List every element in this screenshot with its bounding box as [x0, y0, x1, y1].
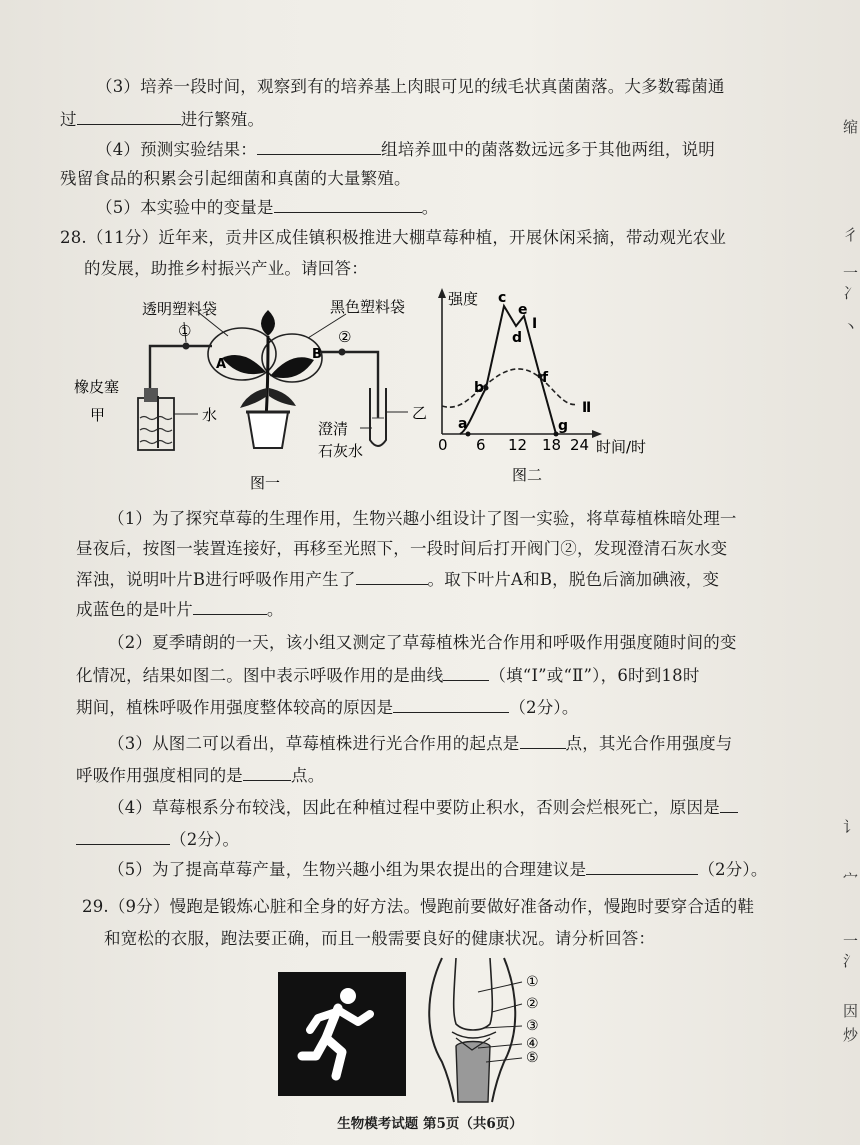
label-f: f [542, 370, 549, 386]
label-b: b [474, 380, 485, 396]
joint-label-2: ② [526, 996, 539, 1012]
q27-part4-line1: （4）预测实验结果： 组培养皿中的菌落数远远多于其他两组，说明 [96, 140, 715, 159]
label-leaf-a: A [216, 357, 227, 372]
lower-leaf-right [269, 388, 296, 406]
edge-char: 宀 [842, 870, 858, 888]
answer-blank[interactable] [443, 664, 489, 681]
label-yi: 乙 [412, 404, 428, 422]
tick-24: 24 [570, 436, 590, 454]
answer-blank[interactable] [257, 138, 381, 155]
tick-18: 18 [542, 436, 562, 454]
answer-blank[interactable] [520, 732, 566, 749]
q29-intro-line2: 和宽松的衣服，跑法要正确，而且一般需要良好的健康状况。请分析回答： [104, 929, 656, 948]
valve-1-icon [183, 343, 190, 350]
water [140, 417, 172, 444]
joint-label-5: ⑤ [526, 1050, 539, 1066]
q28-s4-line1: （4）草莓根系分布较浅，因此在种植过程中要防止积水，否则会烂根死亡，原因是 [108, 796, 738, 819]
q28-s4-line2: （2分）。 [76, 828, 239, 851]
answer-blank[interactable] [193, 598, 267, 615]
x-axis-label: 时间/时 [596, 438, 647, 456]
point-b [484, 386, 489, 391]
left-tube [150, 346, 212, 393]
edge-char: 冫 [842, 284, 858, 302]
leader-line [492, 1004, 522, 1012]
q27-part5: （5）本实验中的变量是 。 [96, 198, 439, 217]
label-a: a [458, 416, 468, 432]
q28-s2-line3: 期间，植株呼吸作用强度整体较高的原因是 （2分）。 [76, 698, 579, 717]
figure-1-apparatus [70, 288, 430, 498]
running-person-icon [278, 972, 406, 1096]
knee-joint-diagram [412, 952, 562, 1104]
x-axis-arrow [592, 430, 602, 438]
tick-6: 6 [476, 436, 486, 454]
top-leaf [261, 310, 275, 336]
answer-blank[interactable] [356, 568, 428, 585]
label-leaf-b: B [312, 347, 322, 362]
figure-1-caption: 图一 [250, 474, 281, 492]
label-curve-2: Ⅱ [582, 400, 592, 416]
label-limewater-2: 石灰水 [318, 442, 364, 460]
q28-s3-line2: 呼吸作用强度相同的是 点。 [76, 766, 325, 785]
q28-s3-line1: （3）从图二可以看出，草莓植株进行光合作用的起点是 点，其光合作用强度与 [108, 734, 733, 753]
label-water: 水 [202, 406, 218, 424]
q27-part3-line1: （3）培养一段时间，观察到有的培养基上肉眼可见的绒毛状真菌菌落。大多数霉菌通 [96, 77, 725, 96]
figure-2-graph [432, 284, 672, 494]
answer-blank[interactable] [274, 196, 422, 213]
tick-12: 12 [508, 436, 528, 454]
q28-s2-line2: 化情况，结果如图二。图中表示呼吸作用的是曲线 （填“I”或“Ⅱ”），6时到18时 [76, 666, 700, 685]
label-valve-1: ① [178, 322, 192, 340]
curve-2 [442, 369, 578, 407]
leader-line [478, 982, 522, 992]
q29-intro-line1: 29.（9分）慢跑是锻炼心脏和全身的好方法。慢跑前要做好准备动作，慢跑时要穿合适的鞋 [82, 897, 755, 916]
q28-s5: （5）为了提高草莓产量，生物兴趣小组为果农提出的合理建议是 （2分）。 [108, 860, 768, 879]
edge-char: 因 [842, 1002, 858, 1020]
answer-blank[interactable] [586, 858, 698, 875]
label-rubber-stopper: 橡皮塞 [74, 378, 120, 396]
joint-outline-left [429, 958, 454, 1102]
q28-s1-line2: 昼夜后，按图一装置连接好，再移至光照下，一段时间后打开阀门②，发现澄清石灰水变 [76, 539, 728, 558]
label-valve-2: ② [338, 328, 352, 346]
flower-pot [248, 412, 288, 448]
edge-char: 丶 [842, 318, 858, 336]
edge-char: 缩 [842, 118, 858, 136]
label-limewater-1: 澄清 [318, 420, 349, 438]
q28-s1-line4: 成蓝色的是叶片 。 [76, 600, 284, 619]
joint-label-3: ③ [526, 1018, 539, 1034]
q28-s1-line3: 浑浊，说明叶片B进行呼吸作用产生了 。取下叶片A和B，脱色后滴加碘液，变 [76, 570, 720, 589]
q28-intro-line1: 28.（11分）近年来，贡井区成佳镇积极推进大棚草莓种植，开展休闲采摘，带动观光农业 [60, 228, 727, 247]
joint-capsule-line [452, 1032, 496, 1038]
edge-char: 一 [842, 932, 858, 950]
joint-outline-right [492, 958, 515, 1102]
label-g: g [558, 418, 569, 434]
label-black-bag: 黑色塑料袋 [330, 298, 406, 316]
answer-blank[interactable] [243, 764, 291, 781]
label-curve-1: I [532, 316, 538, 332]
plant-stem [266, 336, 268, 418]
joint-label-1: ① [526, 974, 539, 990]
figure-2-caption: 图二 [512, 466, 543, 484]
leader-line [484, 1026, 522, 1028]
leaf-a [222, 355, 266, 374]
answer-blank[interactable] [393, 696, 509, 713]
q28-intro-line2: 的发展，助推乡村振兴产业。请回答： [84, 259, 368, 278]
label-d: d [512, 330, 523, 346]
page-footer: 生物模考试题 第5页（共6页） [337, 1116, 523, 1132]
label-jia: 甲 [90, 406, 106, 424]
joint-label-4: ④ [526, 1036, 539, 1052]
q28-s1-line1: （1）为了探究草莓的生理作用，生物兴趣小组设计了图一实验，将草莓植株暗处理一 [108, 509, 737, 528]
edge-char: 炒 [842, 1026, 858, 1044]
rubber-stopper [144, 388, 158, 402]
q27-part3-line2: 过 进行繁殖。 [60, 110, 265, 129]
tick-0: 0 [438, 436, 448, 454]
label-e: e [518, 302, 528, 318]
leaf-b [270, 357, 314, 378]
femur [454, 958, 493, 1030]
point-a [466, 432, 471, 437]
edge-char: 彳 [842, 226, 858, 244]
q27-part4-line2: 残留食品的积累会引起细菌和真菌的大量繁殖。 [60, 169, 411, 188]
lower-leaf-left [240, 388, 267, 408]
answer-blank[interactable] [76, 828, 170, 845]
edge-char: 氵 [842, 952, 858, 970]
tibia [456, 1042, 490, 1103]
answer-blank[interactable] [720, 796, 738, 813]
edge-char: 讠 [842, 818, 858, 836]
y-axis-label: 强度 [448, 290, 479, 308]
answer-blank[interactable] [77, 108, 181, 125]
label-transparent-bag: 透明塑料袋 [142, 300, 218, 318]
valve-2-icon [339, 349, 346, 356]
y-axis-arrow [438, 288, 446, 298]
label-c: c [498, 290, 507, 306]
q28-s2-line1: （2）夏季晴朗的一天，该小组又测定了草莓植株光合作用和呼吸作用强度随时间的变 [108, 633, 737, 652]
edge-char: 一 [842, 264, 858, 282]
